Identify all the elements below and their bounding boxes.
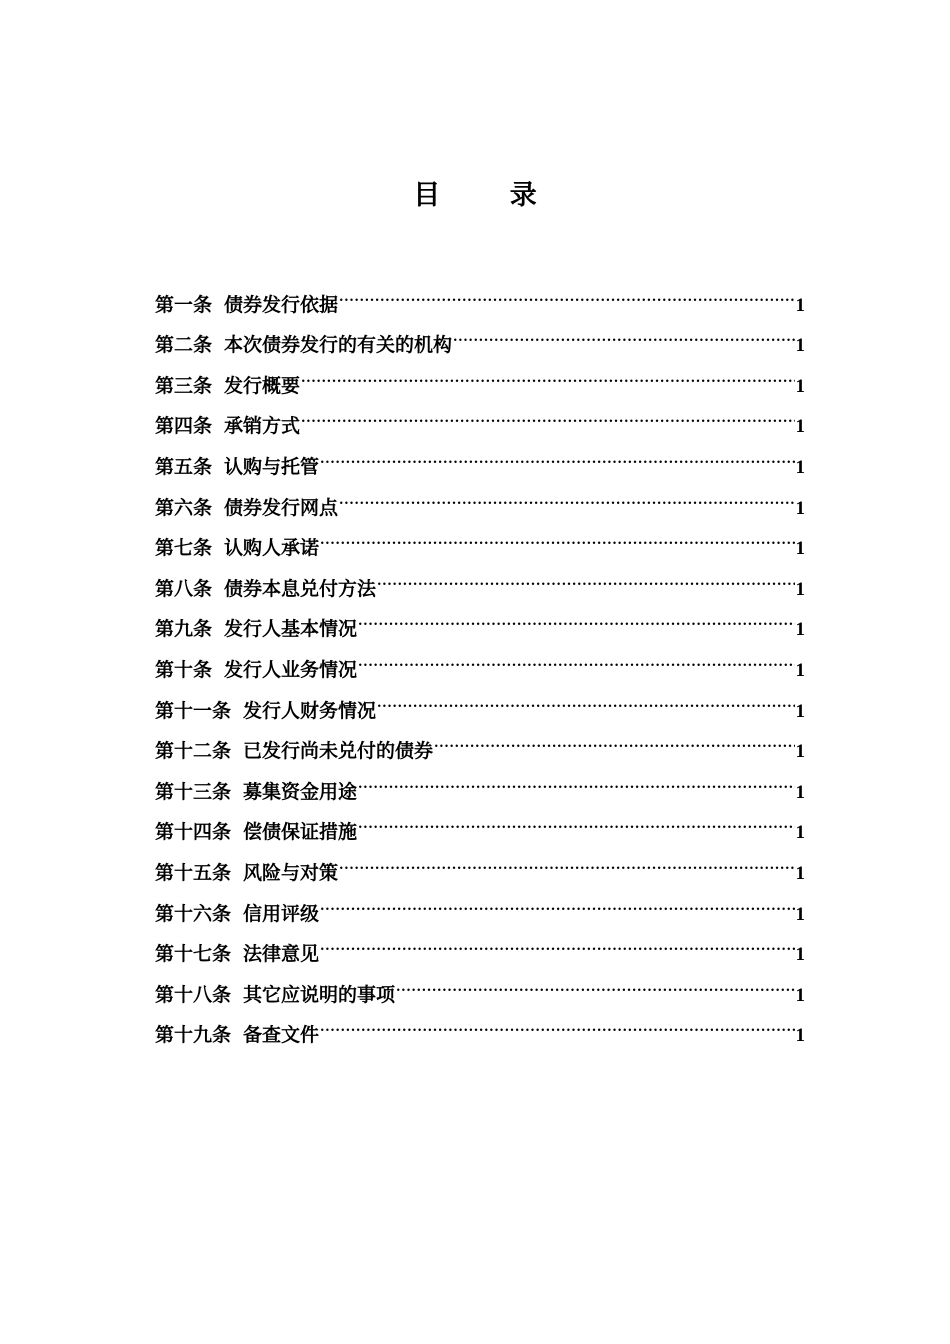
toc-heading: 风险与对策: [243, 861, 339, 884]
toc-heading: 法律意见: [243, 943, 320, 966]
toc-page-number: 1: [795, 781, 805, 803]
toc-article-number: 第十二条: [155, 740, 232, 763]
toc-page-number: 1: [795, 700, 805, 722]
toc-page-number: 1: [795, 984, 805, 1006]
toc-page-number: 1: [795, 741, 805, 763]
toc-heading: 发行人财务情况: [243, 699, 377, 722]
toc-dot-leader: [319, 1001, 794, 1042]
toc-dot-leader: [300, 392, 794, 433]
toc-dot-leader: [357, 798, 794, 839]
toc-heading: 认购人承诺: [224, 537, 320, 560]
toc-heading: 其它应说明的事项: [243, 983, 396, 1006]
toc-page-number: 1: [795, 538, 805, 560]
toc-dot-leader: [300, 351, 794, 392]
toc-heading: 承销方式: [224, 415, 301, 438]
toc-heading: 发行人业务情况: [224, 658, 358, 681]
toc-article-number: 第十八条: [155, 983, 232, 1006]
toc-heading: 债券发行依据: [224, 293, 339, 316]
toc-page-number: 1: [795, 1025, 805, 1047]
toc-dot-leader: [376, 554, 794, 595]
toc-heading: 发行人基本情况: [224, 618, 358, 641]
toc-article-number: 第十五条: [155, 861, 232, 884]
toc-page-number: 1: [795, 903, 805, 925]
toc-dot-leader: [319, 879, 794, 920]
toc-page-number: 1: [795, 497, 805, 519]
toc-heading: 募集资金用途: [243, 780, 358, 803]
toc-article-number: 第五条: [155, 455, 213, 478]
toc-article-number: 第三条: [155, 374, 213, 397]
toc-dot-leader: [357, 595, 794, 636]
toc-article-number: 第四条: [155, 415, 213, 438]
toc-dot-leader: [357, 757, 794, 798]
toc-dot-leader: [433, 717, 794, 758]
toc-article-number: 第十六条: [155, 902, 232, 925]
toc-article-number: 第七条: [155, 537, 213, 560]
toc-article-number: 第一条: [155, 293, 213, 316]
toc-page-number: 1: [795, 578, 805, 600]
toc-dot-leader: [452, 311, 794, 352]
toc-dot-leader: [395, 960, 794, 1001]
toc-page-number: 1: [795, 862, 805, 884]
toc-page-number: 1: [795, 659, 805, 681]
toc-article-number: 第十四条: [155, 821, 232, 844]
toc-dot-leader: [338, 473, 794, 514]
toc-heading: 发行概要: [224, 374, 301, 397]
toc-heading: 备查文件: [243, 1024, 320, 1047]
toc-page-number: 1: [795, 294, 805, 316]
toc-dot-leader: [357, 635, 794, 676]
table-of-contents: [155, 270, 805, 1047]
toc-article-number: 第十七条: [155, 943, 232, 966]
toc-article-number: 第二条: [155, 334, 213, 357]
toc-heading: 信用评级: [243, 902, 320, 925]
toc-page-number: 1: [795, 375, 805, 397]
toc-dot-leader: [338, 270, 794, 311]
toc-dot-leader: [319, 920, 794, 961]
toc-article-number: 第十三条: [155, 780, 232, 803]
toc-page-number: 1: [795, 944, 805, 966]
toc-page-number: 1: [795, 822, 805, 844]
toc-article-number: 第九条: [155, 618, 213, 641]
toc-article-number: 第十条: [155, 658, 213, 681]
toc-article-number: 第六条: [155, 496, 213, 519]
toc-heading: 已发行尚未兑付的债券: [243, 740, 434, 763]
page-title: 目 录: [413, 180, 567, 211]
toc-page-number: 1: [795, 619, 805, 641]
toc-entry-1[interactable]: [155, 270, 805, 316]
toc-dot-leader: [319, 514, 794, 555]
toc-heading: 本次债券发行的有关的机构: [224, 334, 453, 357]
toc-heading: 认购与托管: [224, 455, 320, 478]
toc-page-number: 1: [795, 335, 805, 357]
toc-dot-leader: [319, 432, 794, 473]
toc-article-number: 第十九条: [155, 1024, 232, 1047]
toc-dot-leader: [376, 676, 794, 717]
toc-article-number: 第十一条: [155, 699, 232, 722]
toc-article-number: 第八条: [155, 577, 213, 600]
toc-page-number: 1: [795, 416, 805, 438]
toc-heading: 债券发行网点: [224, 496, 339, 519]
toc-dot-leader: [338, 838, 794, 879]
toc-page-number: 1: [795, 456, 805, 478]
toc-heading: 偿债保证措施: [243, 821, 358, 844]
toc-heading: 债券本息兑付方法: [224, 577, 377, 600]
